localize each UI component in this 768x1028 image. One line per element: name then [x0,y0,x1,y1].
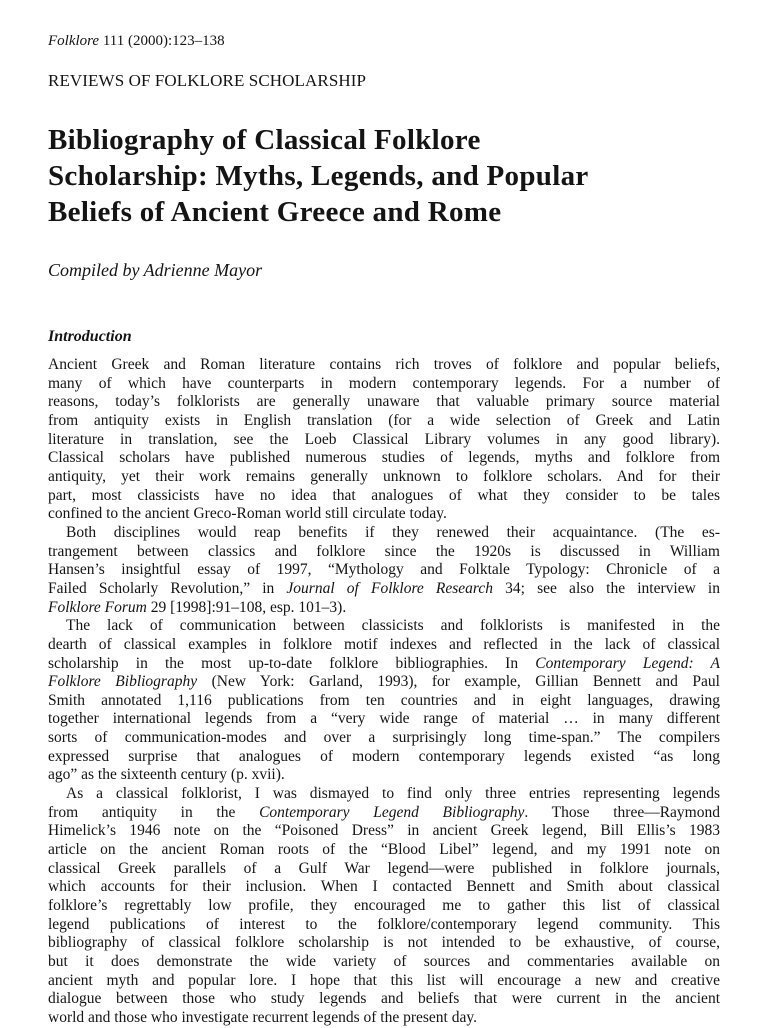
article-body [48,356,720,1028]
text-line: dearth of classical examples in folklore motif indexes and reflected in the lack of classical [48,635,720,653]
text-line: confined to the ancient Greco-Roman world still circulate today. [48,505,447,523]
introduction-heading: Introduction [48,328,132,345]
text-segment: from antiquity in the [48,803,260,821]
article-title [48,122,720,230]
text-segment: Failed Scholarly Revolution,” in [48,579,287,597]
book-title-italic: Contemporary Legend: A [535,654,720,672]
text-line: Classical scholars have published numerous studies of legends, myths and folklore from [48,449,720,467]
text-line: The lack of communication between classicists and folklorists is manifested in the [66,617,720,635]
journal-title-italic: Folklore Forum [48,598,147,616]
text-line: Smith annotated 1,116 publications from ten countries and in eight languages, drawing [48,691,720,709]
title-line: Beliefs of Ancient Greece and Rome [48,196,502,228]
text-line: from antiquity exists in English translation (for a wide selection of Greek and Latin [48,411,720,429]
text-line: Both disciplines would reap benefits if they renewed their acquaintance. (The es- [66,523,720,541]
text-line: which accounts for their inclusion. When I contacted Bennett and Smith about classical [48,878,720,896]
text-line [48,599,720,618]
journal-volume-pages: 111 (2000):123–138 [99,33,225,49]
text-line: part, most classicists have no idea that analogues of what they consider to be tales [48,486,720,504]
text-line: classical Greek parallels of a Gulf War legend—were published in folklore journals, [48,859,720,877]
text-line: but it does demonstrate the wide variety of sources and commentaries available on [48,953,720,970]
text-line: Hansen’s insightful essay of 1997, “Mythology and Folktale Typology: Chronicle of a [48,561,720,579]
book-title-italic: Folklore Bibliography [48,673,198,691]
journal-name: Folklore [48,33,100,49]
text-line: As a classical folklorist, I was dismayed to find only three entries representing legends [66,785,720,803]
text-line [48,804,720,823]
text-line: antiquity, yet their work remains generally unknown to folklore scholars. And for their [48,467,720,485]
text-line [48,580,720,599]
paragraph-3 [48,617,720,785]
text-segment: . Those three—Raymond [524,803,720,821]
text-line: ancient myth and popular lore. I hope that this list will encourage a new and creative [48,971,720,989]
text-line: Himelick’s 1946 note on the “Poisoned Dress” in ancient Greek legend, Bill Ellis’s 1983 [48,822,720,840]
text-segment: 29 [1998]:91–108, esp. 101–3). [146,598,347,616]
text-line [48,655,720,674]
journal-citation [48,33,225,50]
text-line: sorts of communication-modes and over a surprisingly long time-span.” The compilers [48,729,720,747]
text-line: article on the ancient Roman roots of the “Blood Libel” legend, and my 1991 note on [48,841,720,859]
text-line: expressed surprise that analogues of modern contemporary legends existed “as long [48,747,720,765]
text-line [48,673,720,692]
text-line: legend publications of interest to the folklore/contemporary legend community. This [48,915,720,933]
text-segment: 34; see also the interview in [493,579,720,597]
byline: Compiled by Adrienne Mayor [48,260,263,280]
text-segment: (New York: Garland, 1993), for example, Gillian Bennett and Paul [197,673,720,691]
journal-title-italic: Journal of Folklore Research [286,579,494,597]
text-line: bibliography of classical folklore scholarship is not intended to be exhaustive, of course, [48,934,720,952]
text-line: dialogue between those who study legends and beliefs that were current in the ancient [48,990,720,1008]
text-segment: scholarship in the most up-to-date folklore bibliographies. In [48,654,536,672]
text-line: Ancient Greek and Roman literature contains rich troves of folklore and popular beliefs, [48,356,720,373]
text-line: world and those who investigate recurrent legends of the present day. [48,1008,477,1026]
text-line: ago” as the sixteenth century (p. xvii). [48,766,285,784]
text-line: together international legends from a “very wide range of material … in many different [48,710,720,728]
text-line: folklore’s regrettably low profile, they encouraged me to gather this list of classical [48,897,720,915]
text-line: reasons, today’s folklorists are generally unaware that valuable primary source material [48,393,720,411]
section-label: REVIEWS OF FOLKLORE SCHOLARSHIP [48,71,367,90]
book-title-italic: Contemporary Legend Bibliography [259,803,525,821]
paragraph-4 [48,785,720,1028]
title-line: Bibliography of Classical Folklore [48,124,481,156]
text-line: many of which have counterparts in modern contemporary legends. For a number of [48,374,720,392]
paragraph-1 [48,356,720,524]
text-line: trangement between classics and folklore since the 1920s is discussed in William [48,542,720,560]
text-line: literature in translation, see the Loeb Classical Library volumes in any good library). [48,430,720,448]
title-line: Scholarship: Myths, Legends, and Popular [48,160,589,192]
paragraph-2 [48,524,720,617]
